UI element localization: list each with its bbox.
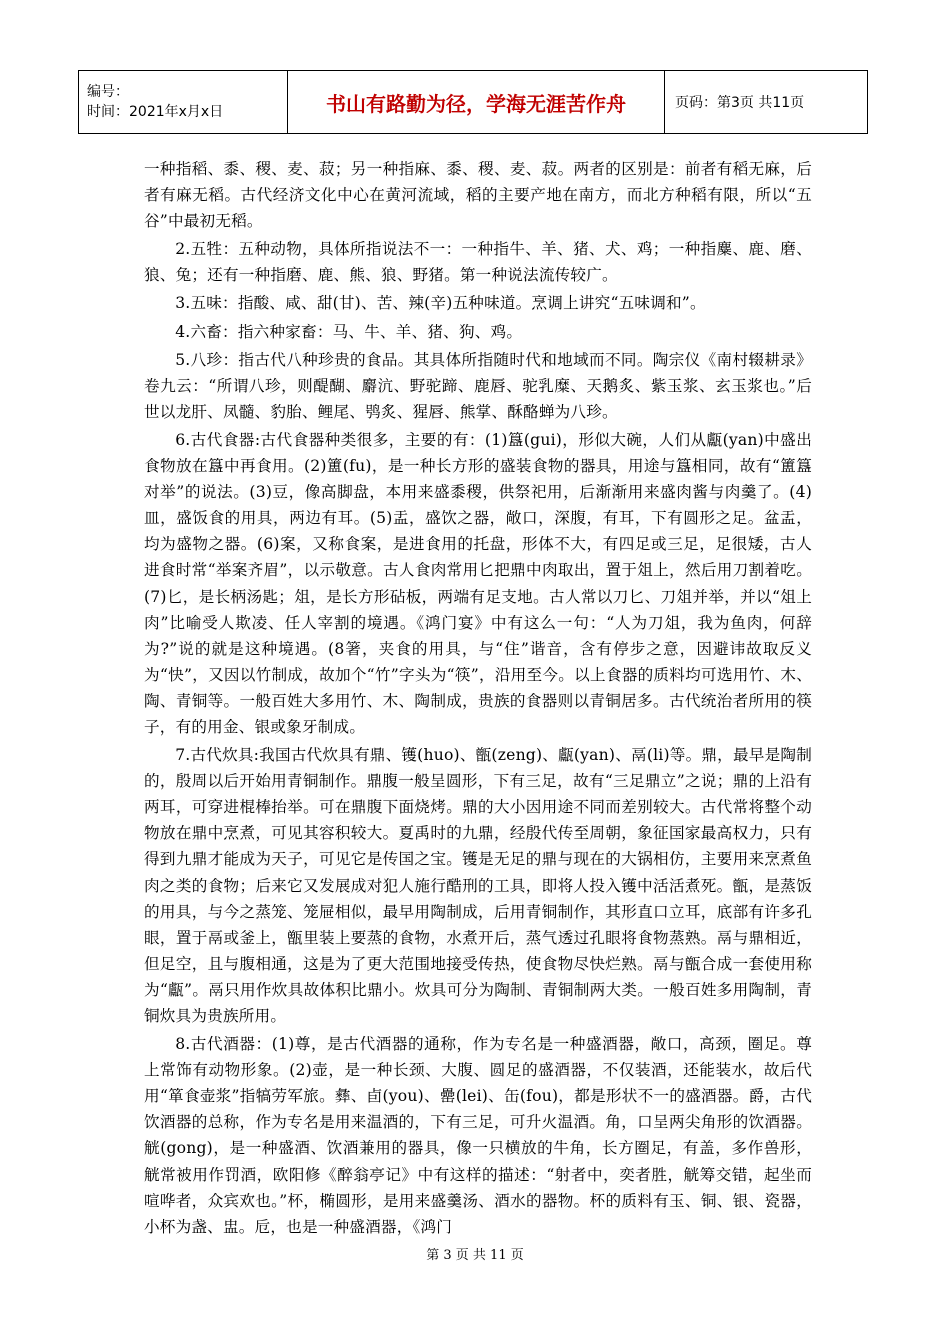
date-label: 时间：2021年x月x日 (87, 104, 224, 120)
header-motto: 书山有路勤为径，学海无涯苦作舟 (288, 71, 665, 134)
paragraph-ancient-wine-vessels: 8.古代酒器：(1)尊，是古代酒器的通称，作为专名是一种盛酒器，敞口，高颈，圈足。尊上常饰有动物形象。(2)壶，是一种长颈、大腹、圆足的盛酒器，不仅装酒，还能装水，故后代用“箪食壶浆”指犒劳军旅。彝、卣(you)、罍(lei)、缶(fou)，都是形状不一的盛酒器。爵，古代饮酒器的总称，作为专名是用来温酒的，下有三足，可升火温酒。角，口呈两尖角形的饮酒器。觥(gong)，是一种盛酒、饮酒兼用的器具，像一只横放的牛角，长方圈足，有盖，多作兽形，觥常被用作罚酒，欧阳修《醉翁亭记》中有这样的描述：“射者中，奕者胜，觥筹交错，起坐而喧哗者，众宾欢也。”杯，椭圆形，是用来盛羹汤、酒水的器物。杯的质料有玉、铜、银、瓷器，小杯为盏、盅。卮，也是一种盛酒器，《鸿门 (144, 1035, 812, 1236)
header-page-info: 页码：第3页 共11页 (665, 71, 868, 134)
paragraph-six-livestock: 4.六畜：指六种家畜：马、牛、羊、猪、狗、鸡。 (175, 322, 523, 341)
paragraph-five-sacrifices: 2.五牲：五种动物，具体所指说法不一：一种指牛、羊、猪、犬、鸡；一种指麋、鹿、磨、狼、兔；还有一种指磨、鹿、熊、狼、野猪。第一种说法流传较广。 (144, 240, 812, 285)
serial-label: 编号： (87, 84, 129, 100)
header-meta-cell (79, 71, 288, 134)
paragraph-five-flavors: 3.五味：指酸、咸、甜(甘)、苦、辣(辛)五种味道。烹调上讲究“五味调和”。 (175, 294, 706, 313)
paragraph-ancient-food-vessels: 6.古代食器:古代食器种类很多，主要的有：(1)簋(gui)，形似大碗，人们从甗(yan)中盛出食物放在簋中再食用。(2)簠(fu)，是一种长方形的盛装食物的器具，用途与簋相同，故有“簠簋对举”的说法。(3)豆，像高脚盘，本用来盛黍稷，供祭祀用，后渐渐用来盛肉酱与肉羹了。(4)皿，盛饭食的用具，两边有耳。(5)盂，盛饮之器，敞口，深腹，有耳，下有圆形之足。盆盂，均为盛物之器。(6)案，又称食案，是进食用的托盘，形体不大，有四足或三足，足很矮，古人进食时常“举案齐眉”，以示敬意。古人食肉常用匕把鼎中肉取出，置于俎上，然后用刀割着吃。(7)匕，是长柄汤匙；俎，是长方形砧板，两端有足支地。古人常以刀匕、刀俎并举，并以“俎上肉”比喻受人欺凌、任人宰割的境遇。《鸿门宴》中有这么一句：“人为刀俎，我为鱼肉，何辞为?”说的就是这种境遇。(8箸，夹食的用具，与“住”谐音，含有停步之意，因避讳故取反义为“快”，又因以竹制成，故加个“竹”字头为“筷”，沿用至今。以上食器的质料均可选用竹、木、陶、青铜等。一般百姓大多用竹、木、陶制成，贵族的食器则以青铜居多。古代统治者所用的筷子，有的用金、银或象牙制成。 (144, 430, 812, 736)
document-body (144, 156, 812, 1242)
paragraph-ancient-cookware: 7.古代炊具:我国古代炊具有鼎、镬(huo)、甑(zeng)、甗(yan)、鬲(li)等。鼎，最早是陶制的，殷周以后开始用青铜制作。鼎腹一般呈圆形，下有三足，故有“三足鼎立”之说；鼎的上沿有两耳，可穿进棍棒抬举。可在鼎腹下面烧烤。鼎的大小因用途不同而差别较大。古代常将整个动物放在鼎中烹煮，可见其容积较大。夏禹时的九鼎，经殷代传至周朝，象征国家最高权力，只有得到九鼎才能成为天子，可见它是传国之宝。镬是无足的鼎与现在的大锅相仿，主要用来烹煮鱼肉之类的食物；后来它又发展成对犯人施行酷刑的工具，即将人投入镬中活活煮死。甑，是蒸饭的用具，与今之蒸笼、笼屉相似，最早用陶制成，后用青铜制作，其形直口立耳，底部有许多孔眼，置于鬲或釜上，甑里装上要蒸的食物，水煮开后，蒸气透过孔眼将食物蒸熟。鬲与鼎相近，但足空，且与腹相通，这是为了更大范围地接受传热，使食物尽快烂熟。鬲与甑合成一套使用称为“甗”。鬲只用作炊具故体积比鼎小。炊具可分为陶制、青铜制两大类。一般百姓多用陶制，青铜炊具为贵族所用。 (144, 746, 812, 1025)
paragraph-eight-delicacies: 5.八珍：指古代八种珍贵的食品。其具体所指随时代和地域而不同。陶宗仪《南村辍耕录》卷九云：“所谓八珍，则醍醐、麝沆、野驼蹄、鹿唇、驼乳糜、天鹅炙、紫玉浆、玄玉浆也。”后世以龙肝、凤髓、豹胎、鲤尾、鸮炙、猩唇、熊掌、酥酪蝉为八珍。 (144, 350, 812, 421)
page-footer: 第 3 页 共 11 页 (426, 1248, 524, 1263)
paragraph-continued: 一种指稻、黍、稷、麦、菽；另一种指麻、黍、稷、麦、菽。两者的区别是：前者有稻无麻，后者有麻无稻。古代经济文化中心在黄河流域，稻的主要产地在南方，而北方种稻有限，所以“五谷”中最初无稻。 (144, 160, 812, 231)
document-header (78, 70, 868, 134)
